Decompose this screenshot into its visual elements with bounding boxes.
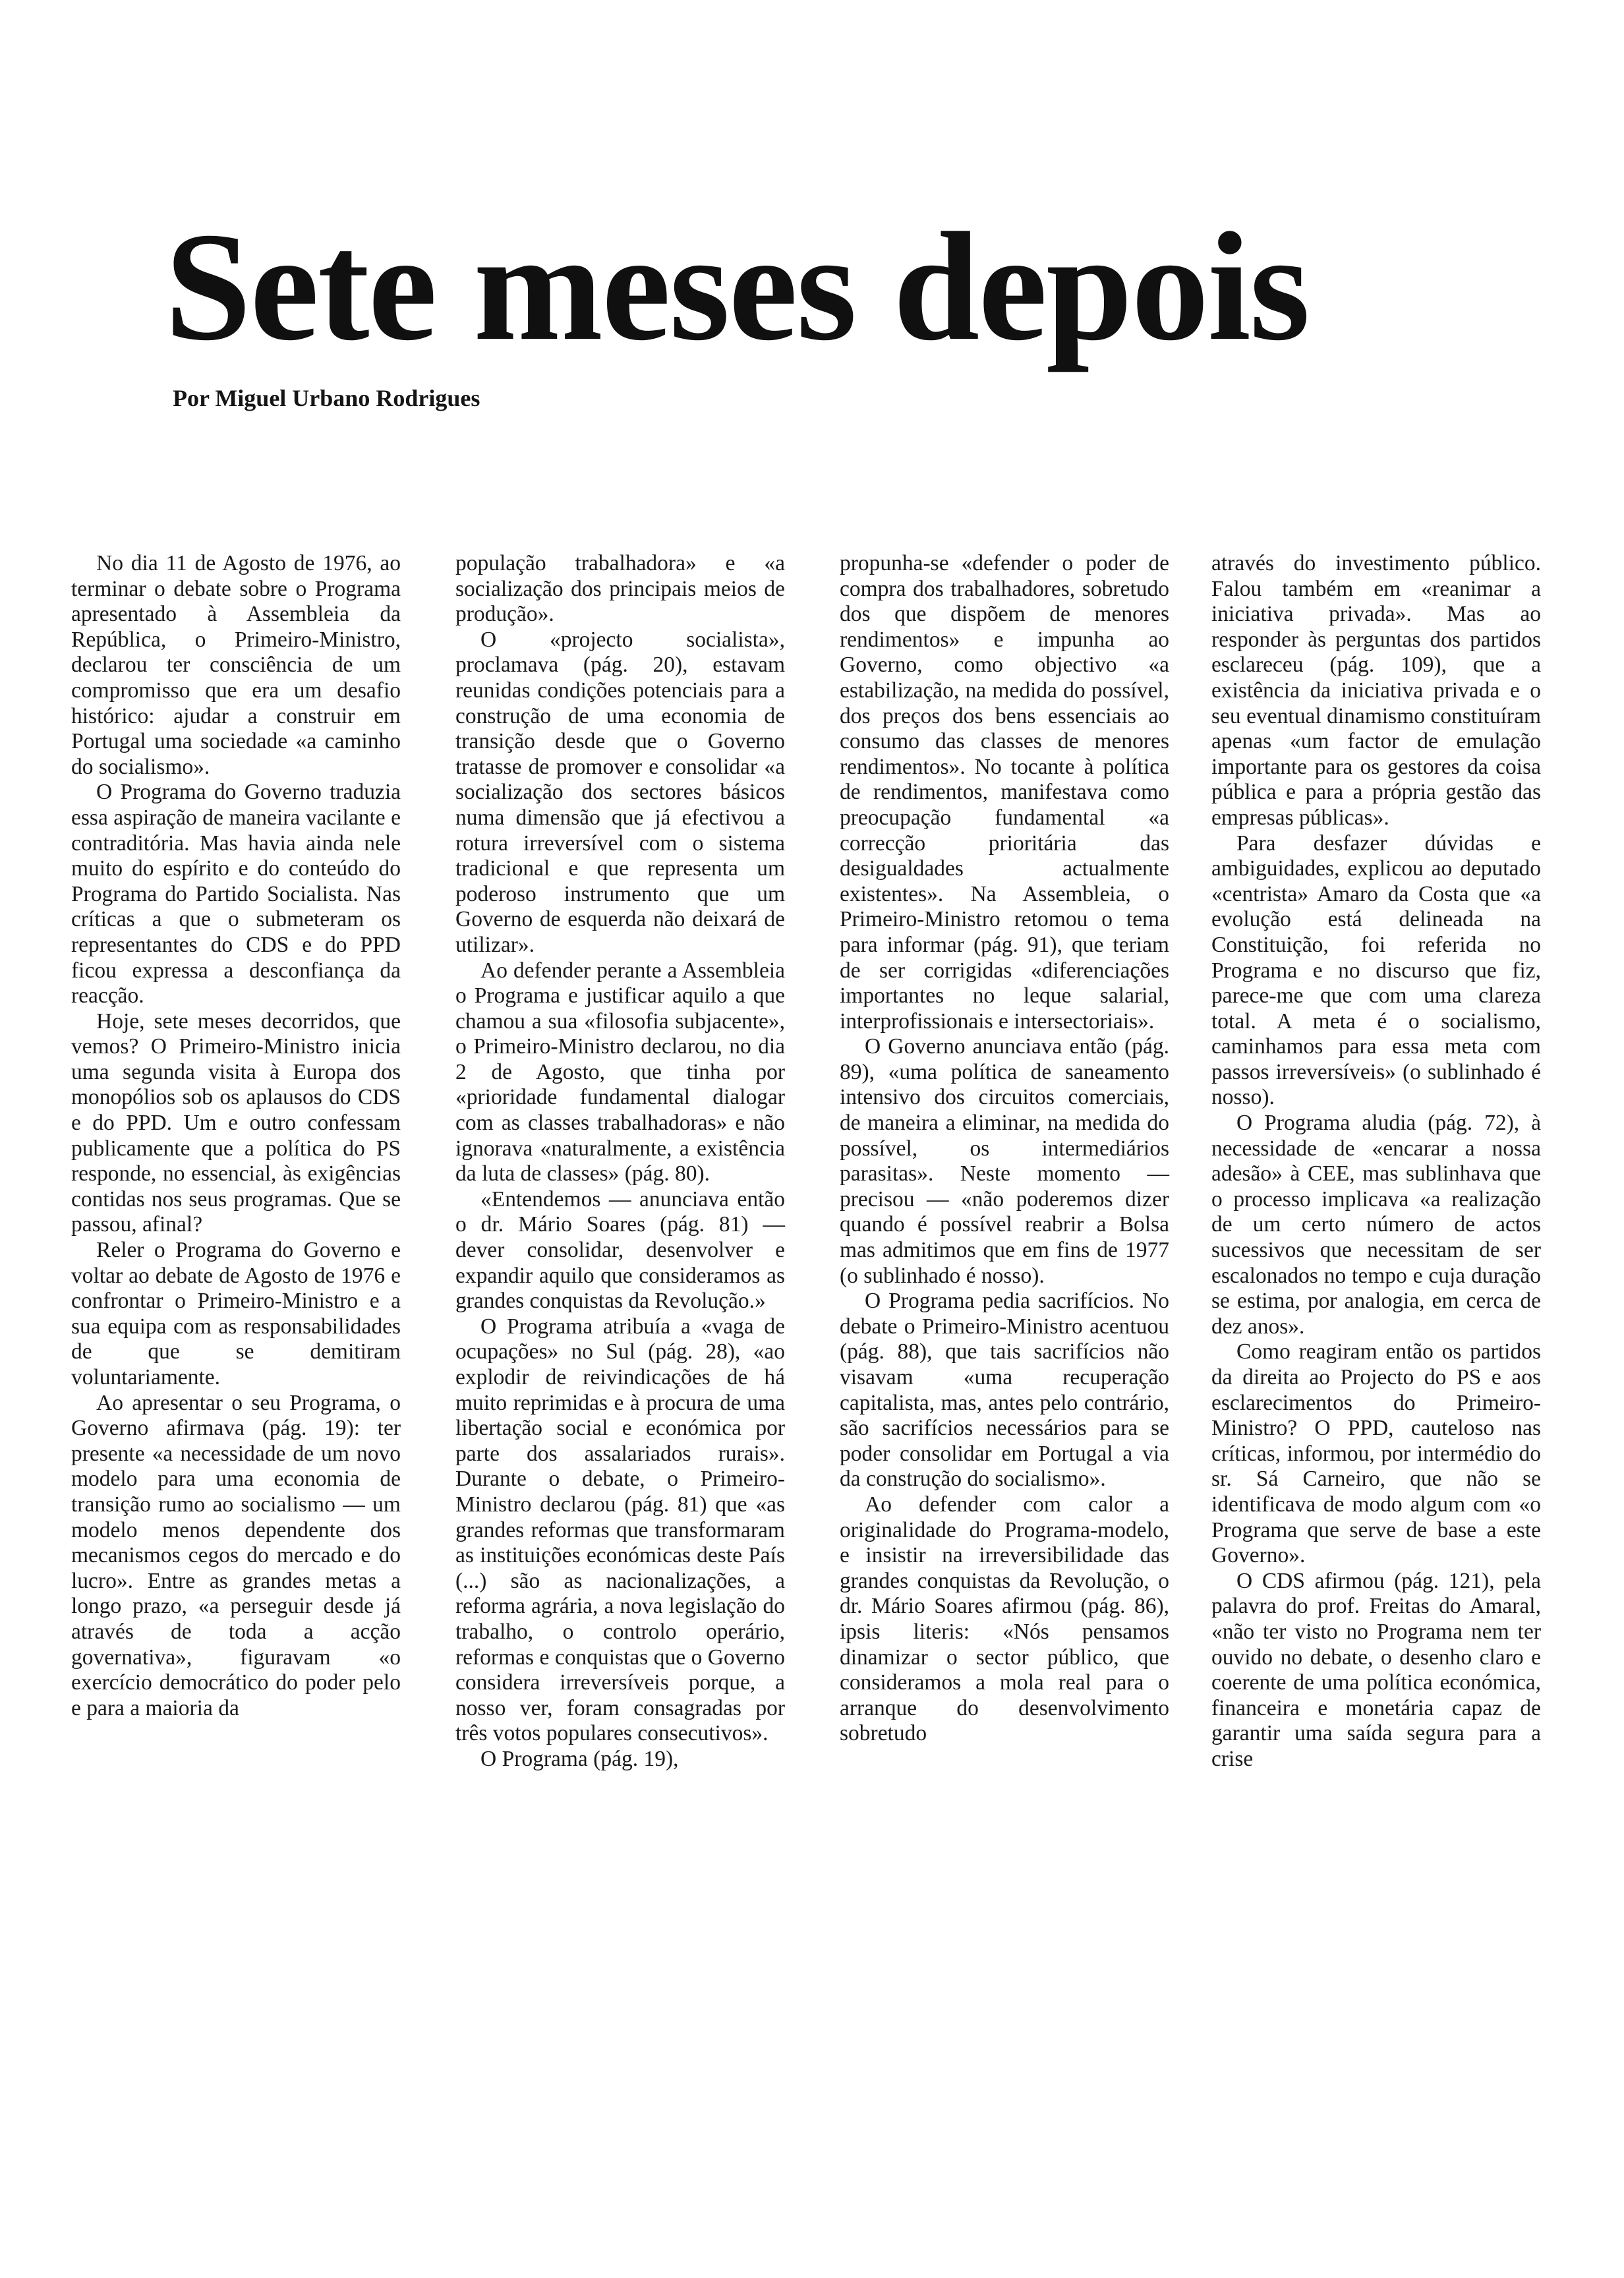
- article-byline: Por Miguel Urbano Rodrigues: [173, 385, 480, 411]
- paragraph: Reler o Programa do Governo e voltar ao debate de Agosto de 1976 e confrontar o Primeiro-Ministro e a sua equipa com as responsabilidades de que se demitiram voluntariamente.: [71, 1238, 401, 1389]
- paragraph: O «projecto socialista», proclamava (pág. 20), estavam reunidas condições potenciais para a construção de uma economia de transição desde que o Governo tratasse de promover e consolidar «a socialização dos sectores básicos numa dimensão que já efectivou a rotura irreversível com o sistema tradicional e que representa um poderoso instrumento que um Governo de esquerda não deixará de utilizar».: [455, 627, 785, 957]
- paragraph-continued: população trabalhadora» e «a socialização dos principais meios de produção».: [455, 551, 785, 627]
- paragraph: «Entendemos — anunciava então o dr. Mário Soares (pág. 81) — dever consolidar, desenvolver e expandir aquilo que consideramos as grandes conquistas da Revolução.»: [455, 1186, 785, 1314]
- paragraph: No dia 11 de Agosto de 1976, ao terminar o debate sobre o Programa apresentado à Assembleia da República, o Primeiro-Ministro, declarou ter consciência de um compromisso que era um desafio histórico: ajudar a construir em Portugal uma sociedade «a caminho do socialismo».: [71, 551, 401, 779]
- paragraph: O Programa aludia (pág. 72), à necessidade de «encarar a nossa adesão» à CEE, mas sublinhava que o processo implicava «a realização de um certo número de actos sucessivos que necessitam de ser escalonados no tempo e cuja duração se estima, por analogia, em cerca de dez anos».: [1211, 1111, 1541, 1339]
- paragraph: Ao apresentar o seu Programa, o Governo afirmava (pág. 19): ter presente «a necessidade de um novo modelo para uma economia de transição rumo ao socialismo — um modelo menos dependente dos mecanismos cegos do mercado e do lucro». Entre as grandes metas a longo prazo, «a perseguir desde já através de toda a acção governativa», figuravam «o exercício democrático do poder pelo e para a maioria da: [71, 1390, 401, 1720]
- text-column-4: [1211, 551, 1541, 1772]
- text-column-3: [840, 551, 1169, 1747]
- paragraph: O Programa pedia sacrifícios. No debate o Primeiro-Ministro acentuou (pág. 88), que tais sacrifícios não visavam «uma recuperação capitalista, mas, antes pelo contrário, são sacrifícios necessários para se poder consolidar em Portugal a via da construção do socialismo».: [840, 1289, 1169, 1492]
- paragraph-continued: propunha-se «defender o poder de compra dos trabalhadores, sobretudo dos que dispõem de menores rendimentos» e impunha ao Governo, como objectivo «a estabilização, na medida do possível, dos preços dos bens essenciais ao consumo das classes de menores rendimentos». No tocante à política de rendimentos, manifestava como preocupação fundamental «a correcção prioritária das desigualdades actualmente existentes». Na Assembleia, o Primeiro-Ministro retomou o tema para informar (pág. 91), que teriam de ser corrigidas «diferenciações importantes no leque salarial, interprofissionais e intersectoriais».: [840, 551, 1169, 1034]
- article-headline: Sete meses depois: [165, 201, 1309, 373]
- paragraph: Ao defender perante a Assembleia o Programa e justificar aquilo a que chamou a sua «filosofia subjacente», o Primeiro-Ministro declarou, no dia 2 de Agosto, que tinha por «prioridade fundamental dialogar com as classes trabalhadoras» e não ignorava «naturalmente, a existência da luta de classes» (pág. 80).: [455, 958, 785, 1186]
- paragraph: O CDS afirmou (pág. 121), pela palavra do prof. Freitas do Amaral, «não ter visto no Programa nem ter ouvido no debate, o desenho claro e coerente de uma política económica, financeira e monetária capaz de garantir uma saída segura para a crise: [1211, 1568, 1541, 1771]
- paragraph-continued: através do investimento público. Falou também em «reanimar a iniciativa privada». Mas ao responder às perguntas dos partidos esclareceu (pág. 109), que a existência da iniciativa privada e o seu eventual dinamismo constituíram apenas «um factor de emulação importante para os gestores da coisa pública e para a própria gestão das empresas públicas».: [1211, 551, 1541, 830]
- text-column-2: [455, 551, 785, 1772]
- paragraph: O Programa do Governo traduzia essa aspiração de maneira vacilante e contraditória. Mas havia ainda nele muito do espírito e do conteúdo do Programa do Partido Socialista. Nas críticas a que o submeteram os representantes do CDS e do PPD ficou expressa a desconfiança da reacção.: [71, 780, 401, 1008]
- paragraph: Para desfazer dúvidas e ambiguidades, explicou ao deputado «centrista» Amaro da Costa que «a evolução está delineada na Constituição, foi referida no Programa e no discurso que fiz, parece-me que com uma clareza total. A meta é o socialismo, caminhamos para essa meta com passos irreversíveis» (o sublinhado é nosso).: [1211, 831, 1541, 1110]
- paragraph: O Programa (pág. 19),: [480, 1746, 679, 1771]
- paragraph: O Programa atribuía a «vaga de ocupações» no Sul (pág. 28), «ao explodir de reivindicações de há muito reprimidas e à procura de uma libertação social e económica por parte dos assalariados rurais». Durante o debate, o Primeiro-Ministro declarou (pág. 81) que «as grandes reformas que transformaram as instituições económicas deste País (...) são as nacionalizações, a reforma agrária, a nova legislação do trabalho, o controlo operário, reformas e conquistas que o Governo considera irreversíveis porque, a nosso ver, foram consagradas por três votos populares consecutivos».: [455, 1314, 785, 1746]
- paragraph: Hoje, sete meses decorridos, que vemos? O Primeiro-Ministro inicia uma segunda visita à Europa dos monopólios sob os aplausos do CDS e do PPD. Um e outro confessam publicamente que a política do PS responde, no essencial, às exigências contidas nos seus programas. Que se passou, afinal?: [71, 1008, 401, 1237]
- paragraph: O Governo anunciava então (pág. 89), «uma política de saneamento intensivo dos circuitos comerciais, de maneira a eliminar, na medida do possível, os intermediários parasitas». Neste momento — precisou — «não poderemos dizer quando é possível reabrir a Bolsa mas admitimos que em fins de 1977 (o sublinhado é nosso).: [840, 1034, 1169, 1288]
- paragraph: Como reagiram então os partidos da direita ao Projecto do PS e aos esclarecimentos do Primeiro-Ministro? O PPD, cauteloso nas críticas, informou, por intermédio do sr. Sá Carneiro, que não se identificava de modo algum com «o Programa que serve de base a este Governo».: [1211, 1339, 1541, 1568]
- text-column-1: [71, 551, 401, 1721]
- paragraph: Ao defender com calor a originalidade do Programa-modelo, e insistir na irreversibilidade das grandes conquistas da Revolução, o dr. Mário Soares afirmou (pág. 86), ipsis literis: «Nós pensamos dinamizar o sector público, que consideramos a mola real para o arranque do desenvolvimento sobretudo: [840, 1492, 1169, 1746]
